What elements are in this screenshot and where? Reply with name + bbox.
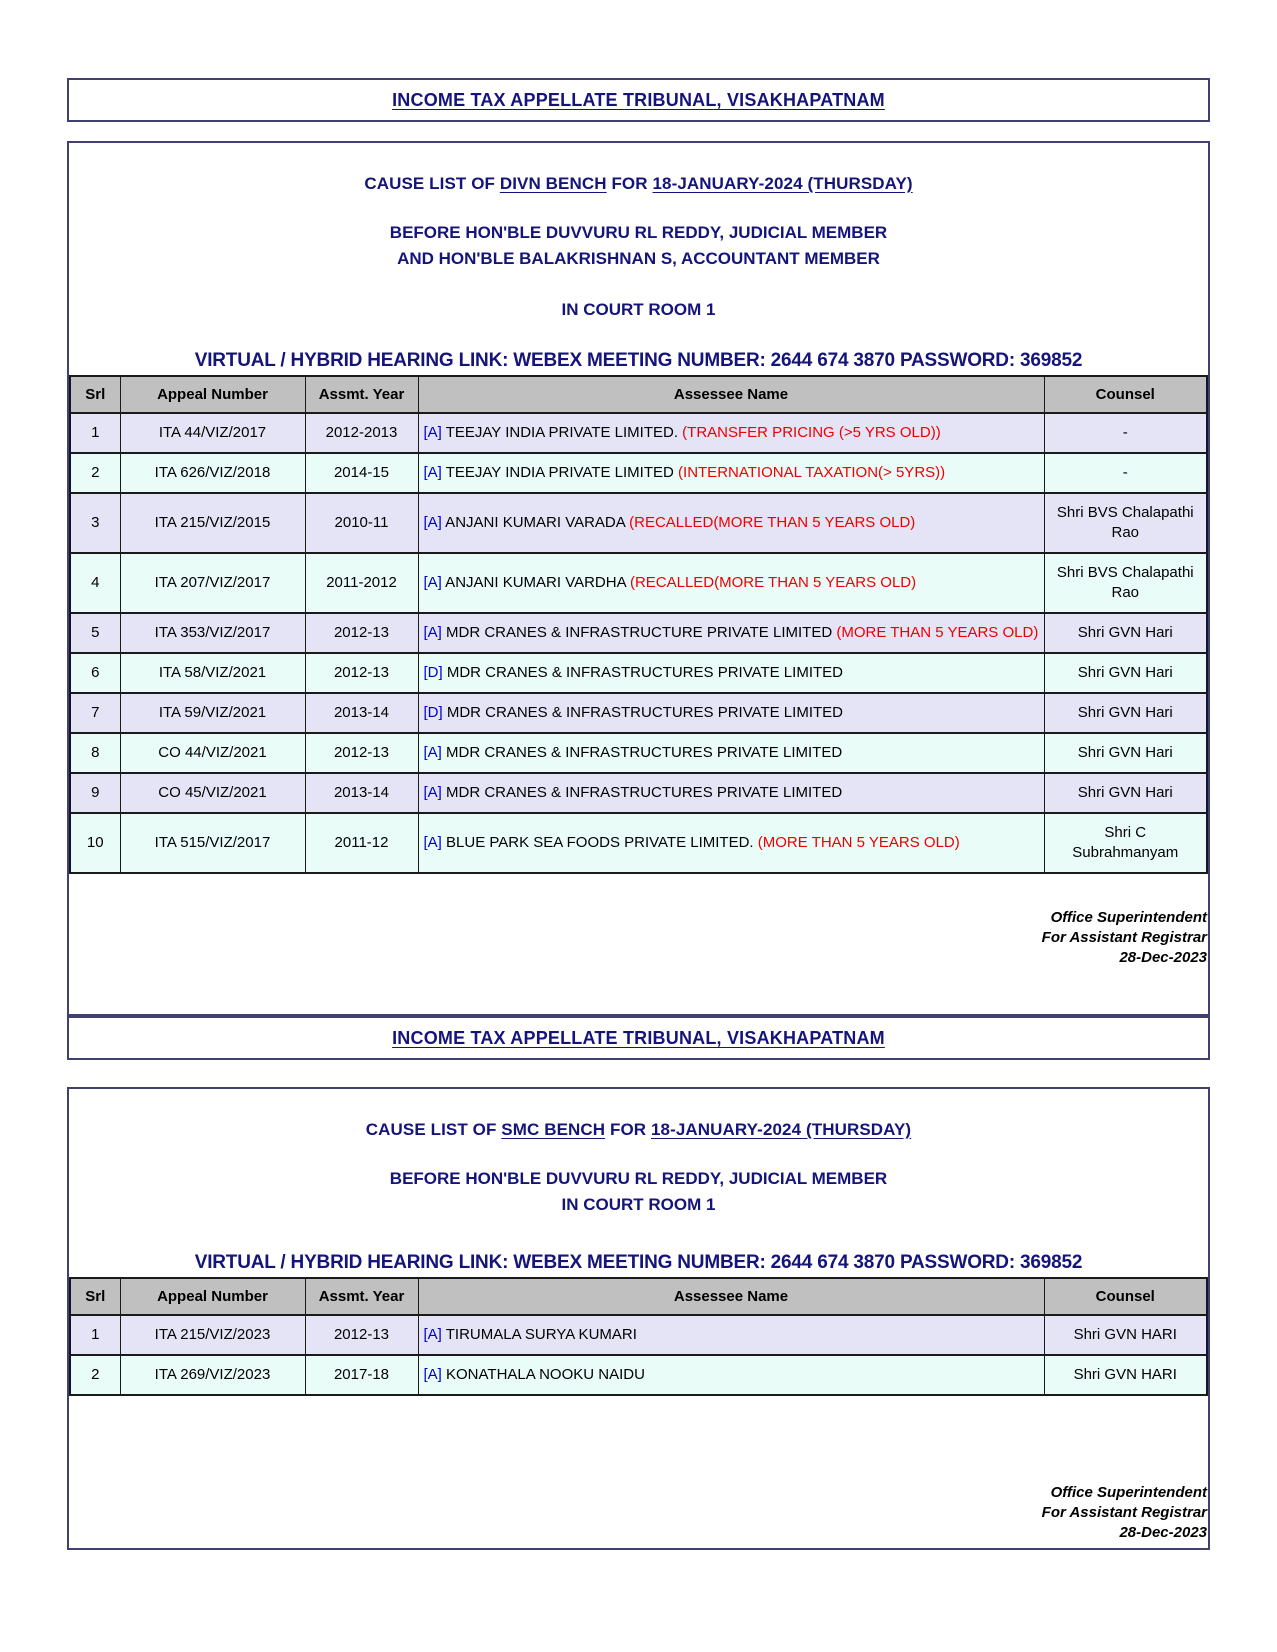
appeal-type-tag: [A]: [423, 1326, 442, 1343]
case-row: [70, 1315, 1207, 1355]
cell-counsel: Shri GVN Hari: [1044, 693, 1207, 733]
case-row: [70, 493, 1207, 553]
page-title: INCOME TAX APPELLATE TRIBUNAL, VISAKHAPATNAM: [392, 1027, 885, 1048]
bench-members-line: BEFORE HON'BLE DUVVURU RL REDDY, JUDICIAL MEMBER: [389, 1169, 888, 1188]
cell-assessee-name: [A] KONATHALA NOOKU NAIDU: [418, 1355, 1044, 1395]
cell-assmt-year: 2010-11: [305, 493, 418, 553]
cell-appeal-number: CO 44/VIZ/2021: [120, 733, 305, 773]
signature-block: [69, 908, 1208, 1014]
case-row: [70, 613, 1207, 653]
cell-assessee-name: [A] MDR CRANES & INFRASTRUCTURES PRIVATE LIMITED: [418, 773, 1044, 813]
cell-srl: 4: [70, 553, 120, 613]
cell-appeal-number: ITA 215/VIZ/2015: [120, 493, 305, 553]
appeal-type-tag: [D]: [423, 704, 443, 721]
cell-counsel: Shri GVN Hari: [1044, 653, 1207, 693]
cell-appeal-number: ITA 215/VIZ/2023: [120, 1315, 305, 1355]
signature-capacity: For Assistant Registrar: [1041, 929, 1207, 946]
cell-assessee-name: [D] MDR CRANES & INFRASTRUCTURES PRIVATE LIMITED: [418, 693, 1044, 733]
cell-assmt-year: 2011-2012: [305, 553, 418, 613]
hearing-link-line: VIRTUAL / HYBRID HEARING LINK: WEBEX MEETING NUMBER: 2644 674 3870 PASSWORD: 369852: [194, 350, 1083, 371]
cell-counsel: Shri GVN Hari: [1044, 613, 1207, 653]
cell-assmt-year: 2011-12: [305, 813, 418, 873]
appeal-type-tag: [A]: [423, 514, 442, 531]
case-remark: (INTERNATIONAL TAXATION(> 5YRS)): [673, 464, 946, 481]
cell-counsel: Shri GVN HARI: [1044, 1355, 1207, 1395]
cell-srl: 1: [70, 413, 120, 453]
cell-assessee-name: [A] ANJANI KUMARI VARDHA (RECALLED(MORE THAN 5 YEARS OLD): [418, 553, 1044, 613]
cell-assmt-year: 2012-13: [305, 1315, 418, 1355]
cell-assessee-name: [A] TIRUMALA SURYA KUMARI: [418, 1315, 1044, 1355]
cell-appeal-number: ITA 58/VIZ/2021: [120, 653, 305, 693]
column-header: Assessee Name: [418, 1278, 1044, 1315]
column-header: Assmt. Year: [305, 376, 418, 413]
bench-members: [69, 1166, 1208, 1192]
smc-bench-section: [67, 1087, 1210, 1550]
cell-appeal-number: ITA 353/VIZ/2017: [120, 613, 305, 653]
causelist-prefix: CAUSE LIST OF: [364, 174, 500, 193]
cell-counsel: Shri BVS Chalapathi Rao: [1044, 553, 1207, 613]
causelist-heading: [69, 174, 1208, 194]
cell-srl: 9: [70, 773, 120, 813]
cell-assmt-year: 2012-13: [305, 613, 418, 653]
column-header: Srl: [70, 1278, 120, 1315]
tribunal-title-box: [67, 78, 1210, 122]
hearing-link-line: VIRTUAL / HYBRID HEARING LINK: WEBEX MEETING NUMBER: 2644 674 3870 PASSWORD: 369852: [194, 1252, 1083, 1273]
cell-assessee-name: [A] MDR CRANES & INFRASTRUCTURES PRIVATE LIMITED: [418, 733, 1044, 773]
causelist-prefix: CAUSE LIST OF: [365, 1120, 502, 1139]
signature-date: 28-Dec-2023: [1119, 949, 1207, 966]
cell-srl: 7: [70, 693, 120, 733]
court-room-line: IN COURT ROOM 1: [561, 1195, 716, 1214]
appeal-type-tag: [A]: [423, 784, 442, 801]
case-row: [70, 453, 1207, 493]
cell-counsel: Shri GVN Hari: [1044, 733, 1207, 773]
cell-counsel: Shri GVN HARI: [1044, 1315, 1207, 1355]
cell-appeal-number: ITA 44/VIZ/2017: [120, 413, 305, 453]
cell-appeal-number: ITA 626/VIZ/2018: [120, 453, 305, 493]
column-header: Assessee Name: [418, 376, 1044, 413]
causelist-heading: [69, 1120, 1208, 1140]
cell-appeal-number: ITA 515/VIZ/2017: [120, 813, 305, 873]
cell-appeal-number: ITA 59/VIZ/2021: [120, 693, 305, 733]
bench-members-line: BEFORE HON'BLE DUVVURU RL REDDY, JUDICIAL MEMBER: [389, 223, 888, 242]
appeal-type-tag: [D]: [423, 664, 443, 681]
appeal-type-tag: [A]: [423, 1366, 442, 1383]
case-row: [70, 773, 1207, 813]
case-remark: (RECALLED(MORE THAN 5 YEARS OLD): [624, 514, 916, 531]
cell-srl: 8: [70, 733, 120, 773]
column-header: Counsel: [1044, 376, 1207, 413]
case-row: [70, 813, 1207, 873]
case-remark: (TRANSFER PRICING (>5 YRS OLD)): [678, 424, 941, 441]
cell-assessee-name: [A] TEEJAY INDIA PRIVATE LIMITED. (TRANSFER PRICING (>5 YRS OLD)): [418, 413, 1044, 453]
cell-assmt-year: 2013-14: [305, 773, 418, 813]
court-room-line: IN COURT ROOM 1: [561, 300, 716, 319]
cell-counsel: Shri C Subrahmanyam: [1044, 813, 1207, 873]
causelist-for: FOR: [606, 174, 653, 193]
cell-assmt-year: 2012-13: [305, 653, 418, 693]
cell-assessee-name: [A] MDR CRANES & INFRASTRUCTURE PRIVATE LIMITED (MORE THAN 5 YEARS OLD): [418, 613, 1044, 653]
appeal-type-tag: [A]: [423, 424, 442, 441]
case-row: [70, 553, 1207, 613]
blank-space: [69, 1396, 1208, 1483]
table-header-row: [70, 1278, 1207, 1315]
divn-bench-section: [67, 141, 1210, 1016]
table-header-row: [70, 376, 1207, 413]
cell-srl: 6: [70, 653, 120, 693]
column-header: Srl: [70, 376, 120, 413]
cell-appeal-number: CO 45/VIZ/2021: [120, 773, 305, 813]
hearing-date: 18-JANUARY-2024 (THURSDAY): [652, 174, 913, 193]
bench-members-line: AND HON'BLE BALAKRISHNAN S, ACCOUNTANT MEMBER: [397, 249, 880, 268]
cause-list-table: [69, 375, 1208, 874]
cell-assmt-year: 2014-15: [305, 453, 418, 493]
cell-srl: 3: [70, 493, 120, 553]
blank-space: [69, 874, 1208, 908]
case-remark: (MORE THAN 5 YEARS OLD): [753, 834, 960, 851]
cell-counsel: Shri GVN Hari: [1044, 773, 1207, 813]
cell-assmt-year: 2012-2013: [305, 413, 418, 453]
cell-assmt-year: 2012-13: [305, 733, 418, 773]
cause-list-table: [69, 1277, 1208, 1396]
appeal-type-tag: [A]: [423, 464, 442, 481]
cell-counsel: Shri BVS Chalapathi Rao: [1044, 493, 1207, 553]
cell-appeal-number: ITA 269/VIZ/2023: [120, 1355, 305, 1395]
cell-appeal-number: ITA 207/VIZ/2017: [120, 553, 305, 613]
case-remark: (MORE THAN 5 YEARS OLD): [832, 624, 1039, 641]
cell-counsel: -: [1044, 453, 1207, 493]
cell-assmt-year: 2013-14: [305, 693, 418, 733]
cell-assessee-name: [A] BLUE PARK SEA FOODS PRIVATE LIMITED. (MORE THAN 5 YEARS OLD): [418, 813, 1044, 873]
appeal-type-tag: [A]: [423, 744, 442, 761]
signature-role: Office Superintendent: [1050, 909, 1207, 926]
cell-assessee-name: [D] MDR CRANES & INFRASTRUCTURES PRIVATE LIMITED: [418, 653, 1044, 693]
case-row: [70, 693, 1207, 733]
cell-counsel: -: [1044, 413, 1207, 453]
column-header: Assmt. Year: [305, 1278, 418, 1315]
bench-name: DIVN BENCH: [499, 174, 607, 193]
cell-srl: 1: [70, 1315, 120, 1355]
appeal-type-tag: [A]: [423, 574, 442, 591]
page-title: INCOME TAX APPELLATE TRIBUNAL, VISAKHAPATNAM: [392, 89, 885, 110]
case-row: [70, 653, 1207, 693]
hearing-date: 18-JANUARY-2024 (THURSDAY): [651, 1120, 912, 1139]
tribunal-title-box: [67, 1016, 1210, 1060]
column-header: Counsel: [1044, 1278, 1207, 1315]
case-row: [70, 413, 1207, 453]
appeal-type-tag: [A]: [423, 624, 442, 641]
column-header: Appeal Number: [120, 376, 305, 413]
cell-srl: 2: [70, 453, 120, 493]
cell-srl: 5: [70, 613, 120, 653]
cell-assmt-year: 2017-18: [305, 1355, 418, 1395]
causelist-for: FOR: [605, 1120, 651, 1139]
cell-srl: 10: [70, 813, 120, 873]
column-header: Appeal Number: [120, 1278, 305, 1315]
case-remark: (RECALLED(MORE THAN 5 YEARS OLD): [625, 574, 917, 591]
appeal-type-tag: [A]: [423, 834, 442, 851]
bench-members: [69, 220, 1208, 272]
case-row: [70, 1355, 1207, 1395]
signature-capacity: For Assistant Registrar: [1041, 1504, 1207, 1521]
signature-date: 28-Dec-2023: [1119, 1524, 1207, 1541]
case-row: [70, 733, 1207, 773]
cell-assessee-name: [A] ANJANI KUMARI VARADA (RECALLED(MORE THAN 5 YEARS OLD): [418, 493, 1044, 553]
cell-assessee-name: [A] TEEJAY INDIA PRIVATE LIMITED (INTERNATIONAL TAXATION(> 5YRS)): [418, 453, 1044, 493]
signature-block: [69, 1483, 1208, 1548]
cell-srl: 2: [70, 1355, 120, 1395]
signature-role: Office Superintendent: [1050, 1484, 1207, 1501]
bench-name: SMC BENCH: [501, 1120, 606, 1139]
